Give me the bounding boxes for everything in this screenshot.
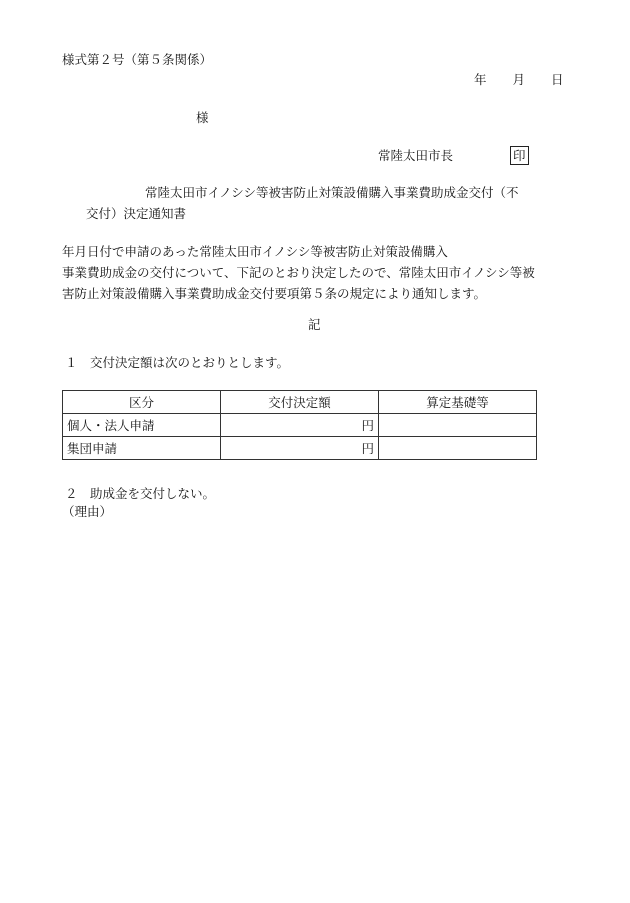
table-row <box>63 437 537 460</box>
document-title-line1: 常陸太田市イノシシ等被害防止対策設備購入事業費助成金交付（不 <box>145 185 519 200</box>
date-day-label: 日 <box>551 72 564 87</box>
seal-mark: 印 <box>510 146 529 165</box>
item-2-text: ２ 助成金を交付しない。 <box>65 486 216 501</box>
body-line-3: 害防止対策設備購入事業費助成金交付要項第５条の規定により通知します。 <box>62 286 487 301</box>
addressee-suffix: 様 <box>196 110 209 125</box>
item-1-text: １ 交付決定額は次のとおりとします。 <box>65 355 290 370</box>
date-month-label: 月 <box>512 72 526 87</box>
body-line-1 <box>62 241 562 262</box>
body-line1-text: 日付で申請のあった常陸太田市イノシシ等被害防止対策設備購入 <box>87 244 448 259</box>
document-title-line2: 交付）決定通知書 <box>86 206 187 221</box>
table-header-row <box>63 391 537 414</box>
row-amount: 円 <box>221 437 379 460</box>
body-paragraph <box>62 241 562 304</box>
grant-amount-table <box>62 390 537 460</box>
body-month-label: 月 <box>74 244 88 259</box>
date-year-label: 年 <box>474 72 487 87</box>
row-category: 個人・法人申請 <box>63 414 221 437</box>
issuer-name: 常陸太田市長 <box>378 148 454 163</box>
column-header-category: 区分 <box>63 391 221 414</box>
row-basis <box>379 437 537 460</box>
row-basis <box>379 414 537 437</box>
body-year-label: 年 <box>62 244 75 259</box>
row-amount: 円 <box>221 414 379 437</box>
column-header-amount: 交付決定額 <box>221 391 379 414</box>
reason-label: （理由） <box>62 504 113 519</box>
body-line-2: 事業費助成金の交付について、下記のとおり決定したので、常陸太田市イノシシ等被 <box>62 265 535 280</box>
issue-date <box>474 72 564 88</box>
table-row <box>63 414 537 437</box>
ki-heading: 記 <box>308 317 321 332</box>
row-category: 集団申請 <box>63 437 221 460</box>
column-header-basis: 算定基礎等 <box>379 391 537 414</box>
form-number: 様式第２号（第５条関係） <box>62 52 213 67</box>
